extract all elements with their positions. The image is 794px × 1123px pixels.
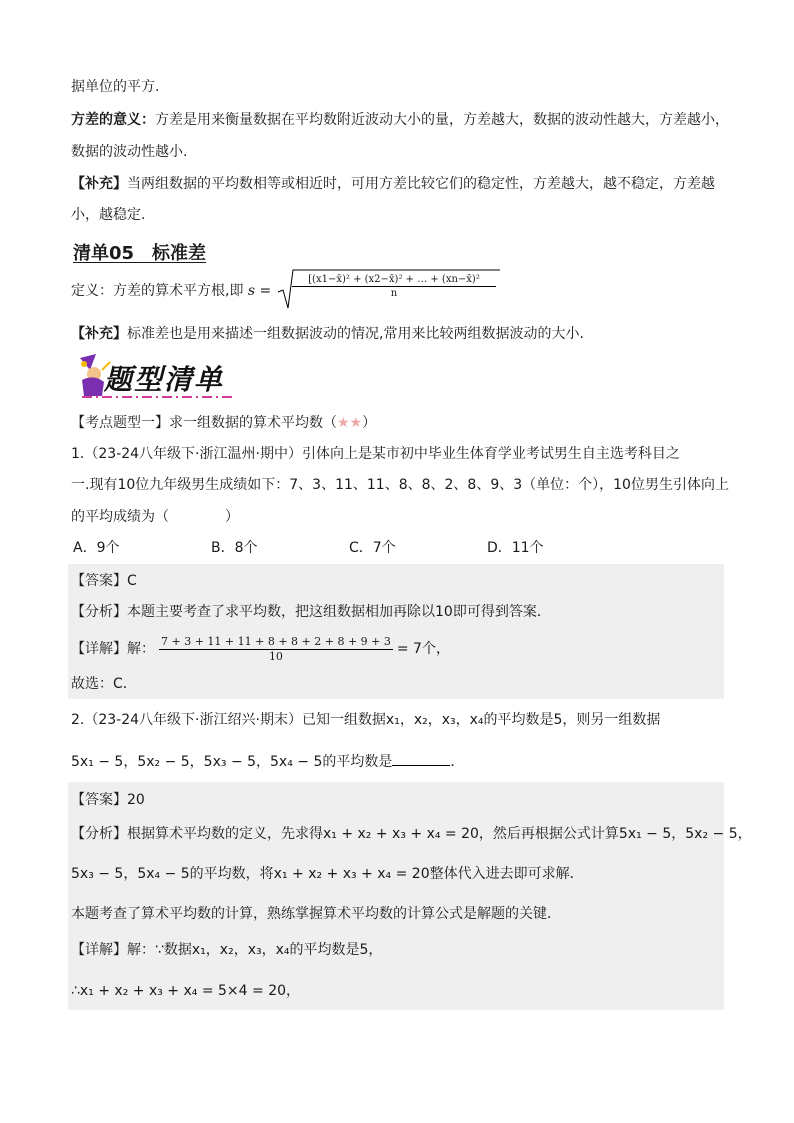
difficulty-stars-icon: ★★ bbox=[337, 415, 363, 431]
q1-answer: 【答案】C bbox=[71, 573, 137, 589]
q1-choose: 故选：C． bbox=[71, 676, 137, 692]
supplement-text: 标准差也是用来描述一组数据波动的情况,常用来比较两组数据波动的大小. bbox=[127, 326, 584, 342]
supplement-variance bbox=[71, 176, 715, 192]
q1-detail bbox=[71, 629, 450, 669]
section-heading: 清单05 标准差 bbox=[73, 243, 207, 264]
formula-fraction bbox=[292, 273, 496, 301]
q2-analysis-2: 5x₃ − 5，5x₄ − 5的平均数，将x₁ + x₂ + x₃ + x₄ = 20整体代入进去即可求解． bbox=[71, 866, 584, 882]
banner-underline bbox=[82, 394, 232, 400]
supplement-label: 【补充】 bbox=[71, 176, 127, 192]
supplement-std bbox=[71, 326, 584, 342]
q2-detail-1: 【详解】解：∵数据x₁，x₂，x₃，x₄的平均数是5， bbox=[71, 942, 383, 958]
q1-line1: 1.（23-24八年级下·浙江温州·期中）引体向上是某市初中毕业生体育学业考试男生自主选考科目之 bbox=[71, 446, 680, 462]
q1-analysis: 【分析】本题主要考查了求平均数，把这组数据相加再除以10即可得到答案． bbox=[71, 604, 551, 620]
q1-option-a: A．9个 bbox=[73, 540, 120, 556]
variance-meaning-cont: 数据的波动性越小. bbox=[71, 144, 188, 160]
variance-meaning-text: 方差是用来衡量数据在平均数附近波动大小的量，方差越大，数据的波动性越大，方差越小， bbox=[155, 112, 729, 128]
question-types-banner bbox=[74, 352, 234, 400]
topic-close: ） bbox=[362, 415, 377, 431]
q1-detail-result: = 7个， bbox=[396, 641, 450, 657]
variance-meaning bbox=[71, 112, 729, 128]
q2-analysis-1: 【分析】根据算术平均数的定义，先求得x₁ + x₂ + x₃ + x₄ = 20，然后再根据公式计算5x₁ − 5，5x₂ − 5， bbox=[71, 826, 752, 842]
formula-lhs: s = bbox=[247, 283, 272, 299]
q1-fraction bbox=[159, 635, 393, 664]
q2-answer: 【答案】20 bbox=[71, 792, 145, 808]
q2-expression: 5x₁ − 5，5x₂ − 5，5x₃ − 5，5x₄ − 5的平均数是 bbox=[71, 754, 393, 770]
supplement-text: 当两组数据的平均数相等或相近时，可用方差比较它们的稳定性，方差越大，越不稳定，方差越 bbox=[127, 176, 715, 192]
q2-solution-box bbox=[68, 782, 724, 1010]
q2-analysis-3: 本题考查了算术平均数的计算，熟练掌握算术平均数的计算公式是解题的关键． bbox=[71, 906, 561, 922]
formula-numerator: [(x1−x̄)² + (x2−x̄)² + … + (xn−x̄)² bbox=[292, 273, 496, 287]
q2-line1: 2.（23-24八年级下·浙江绍兴·期末）已知一组数据x₁，x₂，x₃，x₄的平均数是5，则另一组数据 bbox=[71, 712, 661, 728]
banner-title: 题型清单 bbox=[104, 363, 225, 396]
std-definition bbox=[71, 283, 271, 299]
q1-line2: 一.现有10位九年级男生成绩如下：7、3、11、11、8、8、2、8、9、3（单位：个），10位男生引体向上 bbox=[71, 477, 729, 493]
q2-detail-2: ∴x₁ + x₂ + x₃ + x₄ = 5×4 = 20， bbox=[71, 983, 301, 999]
variance-meaning-label: 方差的意义： bbox=[71, 112, 155, 128]
q1-fraction-numerator: 7 + 3 + 11 + 11 + 8 + 8 + 2 + 8 + 9 + 3 bbox=[161, 634, 391, 648]
q1-option-d: D．11个 bbox=[487, 540, 544, 556]
q1-fraction-denominator: 10 bbox=[268, 649, 283, 663]
supplement-variance-cont: 小，越稳定. bbox=[71, 207, 146, 223]
q1-detail-label: 【详解】解： bbox=[71, 641, 155, 657]
q2-answer-blank[interactable] bbox=[392, 753, 450, 766]
q2-line2-end: ． bbox=[450, 754, 465, 770]
topic-label bbox=[71, 415, 376, 431]
supplement-label: 【补充】 bbox=[71, 326, 127, 342]
q2-line2 bbox=[71, 753, 464, 770]
formula-denominator: n bbox=[390, 288, 398, 299]
q1-option-b: B．8个 bbox=[211, 540, 258, 556]
intro-line: 据单位的平方. bbox=[71, 79, 160, 95]
topic-text: 【考点题型一】求一组数据的算术平均数（ bbox=[71, 415, 337, 431]
q1-line3: 的平均成绩为（ ） bbox=[71, 509, 239, 525]
q1-option-c: C．7个 bbox=[349, 540, 396, 556]
definition-label: 定义：方差的算术平方根,即 bbox=[71, 283, 244, 299]
